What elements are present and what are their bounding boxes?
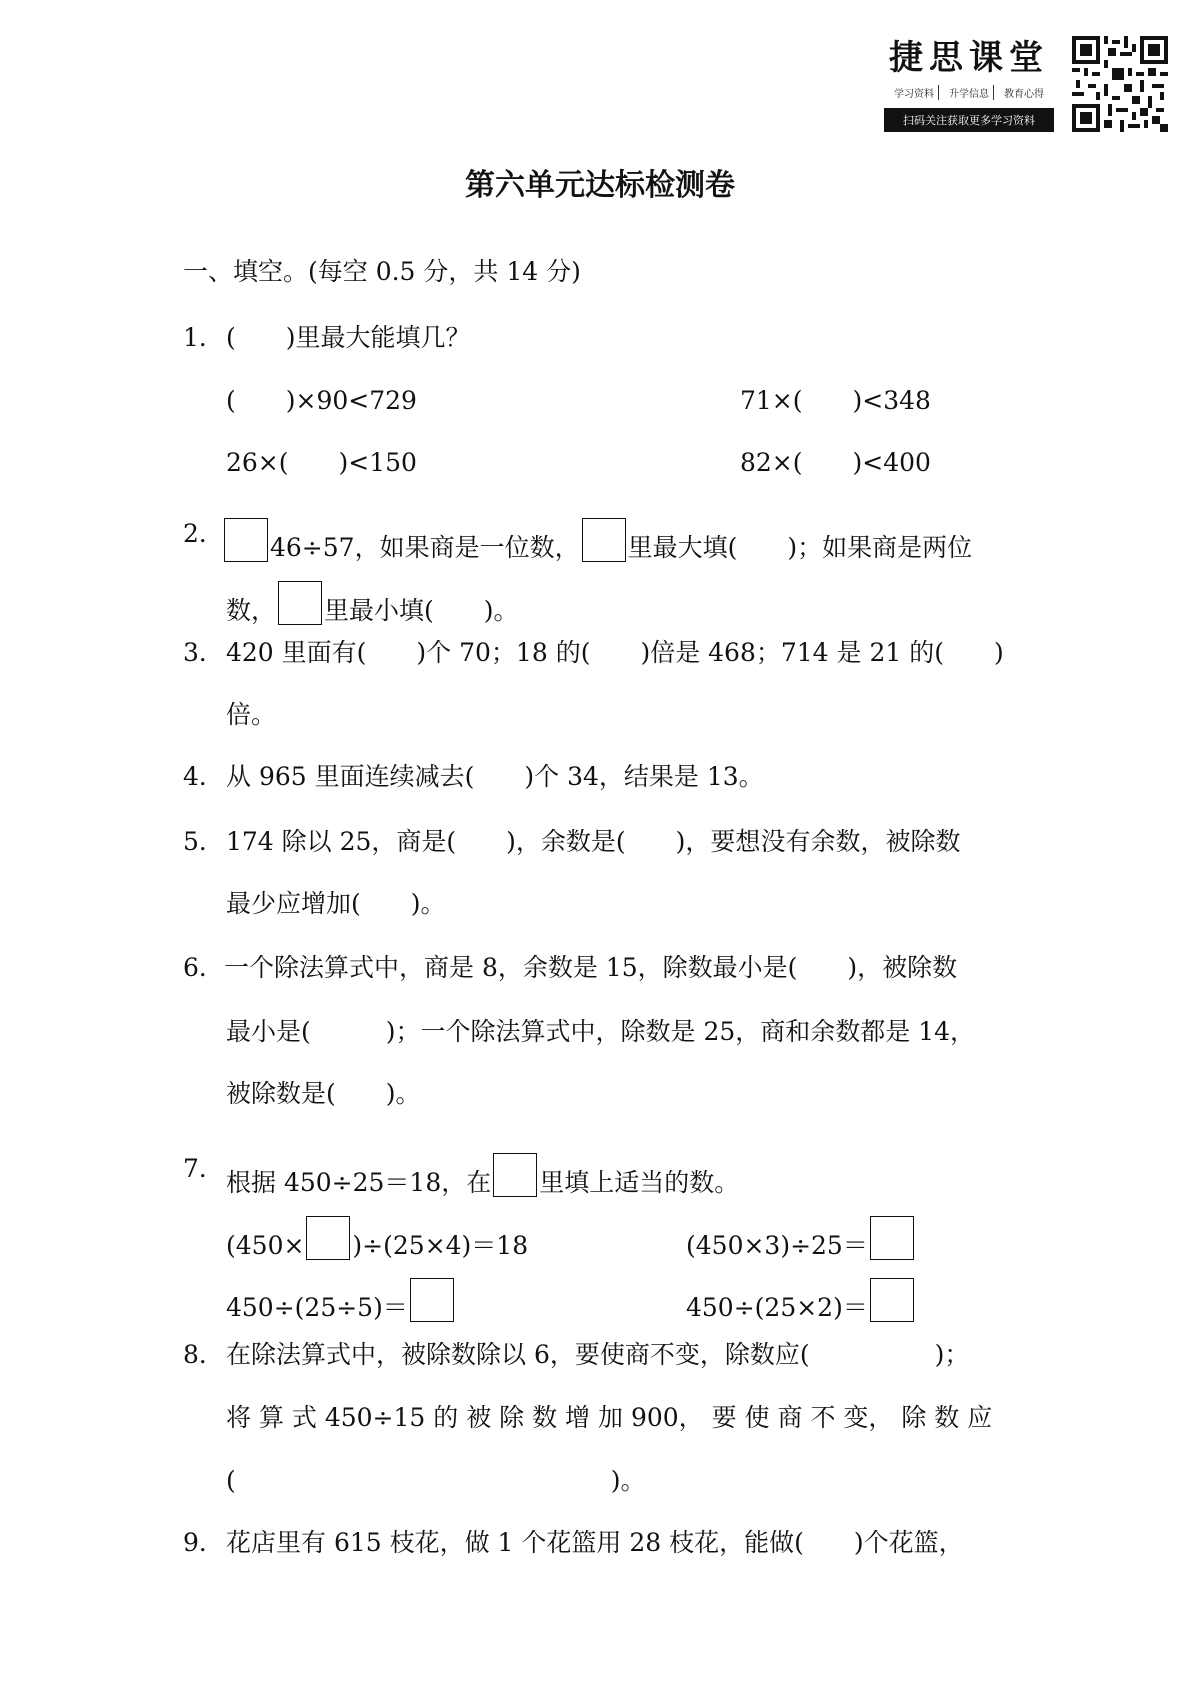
question-text: )÷(25×4)＝18 [352, 1231, 529, 1260]
answer-box[interactable] [410, 1278, 454, 1322]
question-text: (450× [226, 1231, 305, 1260]
question-line [226, 1153, 739, 1199]
brand-tag: 教育心得 [1004, 89, 1044, 100]
answer-box[interactable] [306, 1216, 350, 1260]
question-line: ( )。 [226, 1466, 646, 1495]
question-text: 数， [226, 596, 277, 625]
question-item [686, 1278, 916, 1324]
question-text: 里最小填( )。 [324, 596, 519, 625]
question-text: 根据 450÷25＝18，在 [226, 1168, 492, 1197]
question-stem: ( )里最大能填几？ [226, 323, 471, 352]
question-number: 4． [183, 762, 224, 791]
question-line [222, 518, 972, 564]
question-line: 420 里面有( )个 70；18 的( )倍是 468；714 是 21 的( ) [226, 638, 1004, 667]
question-line: 174 除以 25，商是( )，余数是( )，要想没有余数，被除数 [226, 827, 961, 856]
question-text: 46÷57，如果商是一位数， [270, 533, 580, 562]
answer-box[interactable] [493, 1153, 537, 1197]
answer-box[interactable] [870, 1216, 914, 1260]
answer-box[interactable] [870, 1278, 914, 1322]
brand-tags [884, 85, 1054, 100]
brand-tag: 升学信息 [945, 85, 994, 100]
brand-tag: 学习资料 [890, 85, 939, 100]
question-line: 最小是( )；一个除法算式中，除数是 25，商和余数都是 14， [226, 1017, 976, 1046]
question-line: 最少应增加( )。 [226, 889, 446, 918]
question-line: 一个除法算式中，商是 8，余数是 15，除数最小是( )，被除数 [224, 953, 958, 982]
question-text: 里最大填( )；如果商是两位 [627, 533, 973, 562]
answer-box[interactable] [582, 518, 626, 562]
brand-banner: 扫码关注获取更多学习资料 [884, 108, 1054, 132]
question-line: 被除数是( )。 [226, 1079, 421, 1108]
question-line: 从 965 里面连续减去( )个 34，结果是 13。 [226, 762, 764, 791]
question-number: 8． [183, 1340, 224, 1369]
question-item [686, 1216, 916, 1262]
brand-name: 捷思课堂 [889, 38, 1049, 78]
question-item [226, 1216, 528, 1262]
question-line: 花店里有 615 枝花，做 1 个花篮用 28 枝花，能做( )个花篮， [226, 1528, 964, 1557]
question-number: 2． [183, 519, 224, 548]
question-number: 3． [183, 638, 224, 667]
question-number: 5． [183, 827, 224, 856]
brand-block [884, 30, 1054, 132]
question-text: 450÷(25÷5)＝ [226, 1293, 408, 1322]
question-line [226, 581, 519, 627]
answer-box[interactable] [278, 581, 322, 625]
question-line: 将 算 式 450÷15 的 被 除 数 增 加 900， 要 使 商 不 变， 除 数 应 [226, 1403, 993, 1432]
qr-code-icon [1072, 36, 1168, 132]
page-title: 第六单元达标检测卷 [465, 168, 735, 203]
question-item: 82×( )<400 [740, 448, 931, 477]
question-text: 里填上适当的数。 [539, 1168, 740, 1197]
question-number: 1． [183, 323, 224, 352]
question-item: ( )×90<729 [226, 386, 417, 415]
question-item [226, 1278, 456, 1324]
question-line: 在除法算式中，被除数除以 6，要使商不变，除数应( )； [226, 1340, 970, 1369]
question-text: (450×3)÷25＝ [686, 1231, 868, 1260]
answer-box[interactable] [224, 518, 268, 562]
question-number: 7． [183, 1154, 224, 1183]
question-item: 26×( )<150 [226, 448, 417, 477]
question-line: 倍。 [226, 700, 277, 729]
question-item: 71×( )<348 [740, 386, 931, 415]
question-number: 9． [183, 1528, 224, 1557]
question-text: 450÷(25×2)＝ [686, 1293, 868, 1322]
question-number: 6． [183, 953, 224, 982]
section-heading: 一、填空。(每空 0.5 分，共 14 分) [183, 257, 581, 286]
